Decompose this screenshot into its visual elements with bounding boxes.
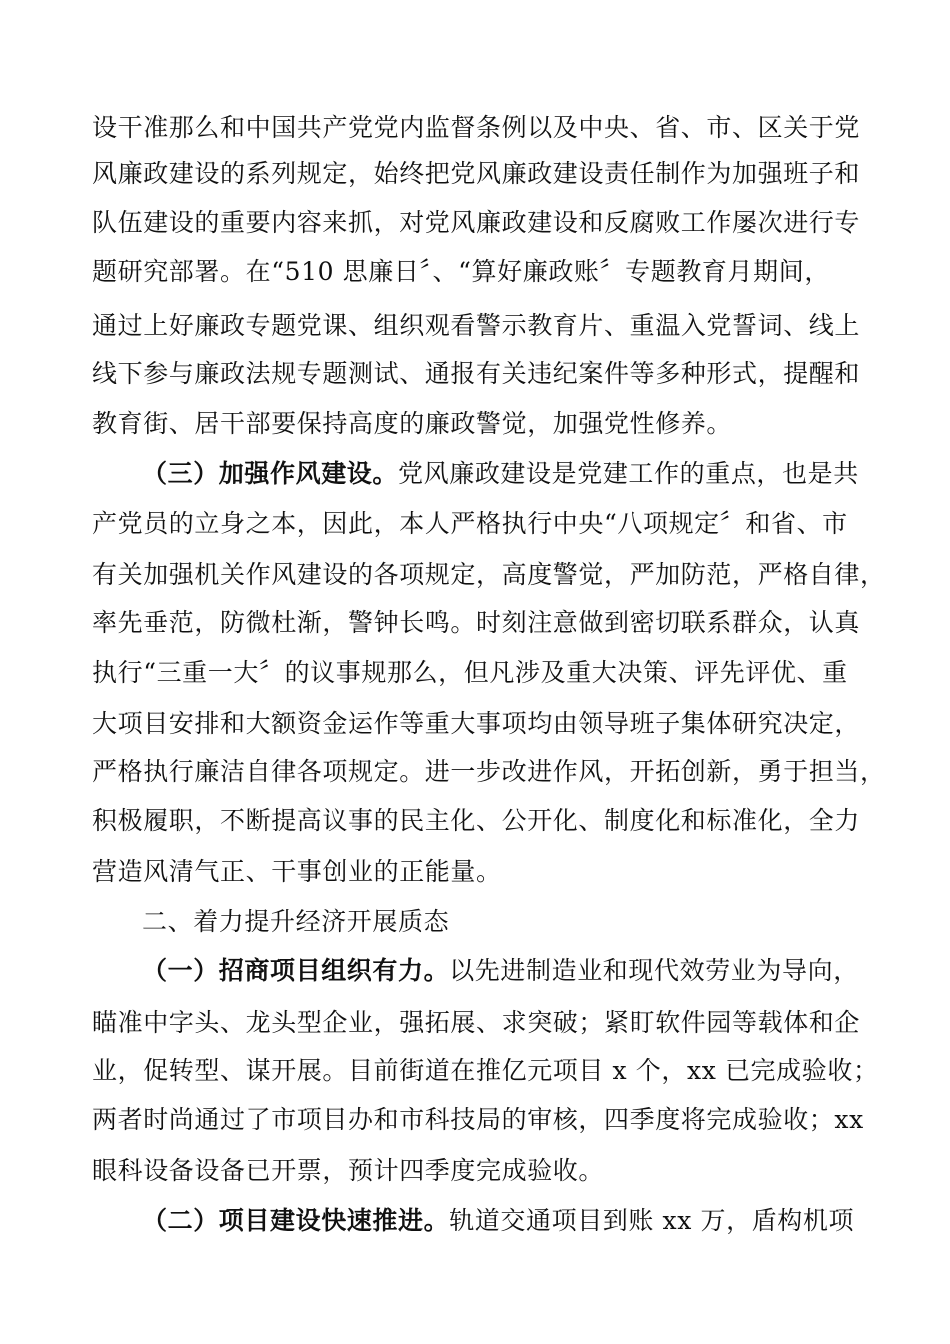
body-text-line: 率先垂范，防微杜渐，警钟长鸣。时刻注意做到密切联系群众，认真 — [92, 608, 861, 637]
body-text-line: 风廉政建设的系列规定，始终把党风廉政建设责任制作为加强班子和 — [92, 159, 861, 188]
body-text-line: 严格执行廉洁自律各项规定。进一步改进作风，开拓创新，勇于担当， — [92, 757, 886, 786]
section-paragraph — [142, 955, 860, 987]
body-text-line: 设干准那么和中国共产党党内监督条例以及中央、省、市、区关于党 — [92, 113, 861, 142]
body-text-line: 积极履职，不断提高议事的民主化、公开化、制度化和标准化，全力 — [92, 806, 861, 835]
body-text-line: 瞄准中字头、龙头型企业，强拓展、求突破；紧盯软件园等载体和企 — [92, 1008, 861, 1037]
section-heading-2: （二）项目建设快速推进。 — [142, 1206, 450, 1235]
body-text-line: 执行“三重一大〞的议事规那么，但凡涉及重大决策、评先评优、重 — [92, 658, 848, 687]
chapter-heading-2: 二、着力提升经济开展质态 — [142, 907, 450, 936]
body-text-line: 业，促转型、谋开展。目前街道在推亿元项目 x 个，xx 已完成验收； — [92, 1056, 879, 1085]
body-text-line: 眼科设备设备已开票，预计四季度完成验收。 — [92, 1156, 605, 1185]
body-text-line: 产党员的立身之本，因此，本人严格执行中央“八项规定〞和省、市 — [92, 509, 848, 538]
body-text: 轨道交通项目到账 xx 万，盾构机项 — [449, 1206, 855, 1235]
body-text: 党风廉政建设是党建工作的重点，也是共 — [398, 459, 859, 488]
section-heading-1: （一）招商项目组织有力。 — [142, 956, 450, 985]
body-text-line: 队伍建设的重要内容来抓，对党风廉政建设和反腐败工作屡次进行专 — [92, 208, 861, 237]
body-text-line: 两者时尚通过了市项目办和市科技局的审核，四季度将完成验收；xx — [92, 1105, 864, 1134]
body-text-line: 大项目安排和大额资金运作等重大事项均由领导班子集体研究决定， — [92, 709, 861, 738]
body-text-line: 线下参与廉政法规专题测试、通报有关违纪案件等多种形式，提醒和 — [92, 359, 861, 388]
section-heading-3: （三）加强作风建设。 — [142, 459, 399, 488]
body-text-line: 题研究部署。在“510 思廉日〞、“算好廉政账〞专题教育月期间， — [92, 257, 830, 286]
body-text: 以先进制造业和现代效劳业为导向， — [449, 956, 859, 985]
body-text-line: 通过上好廉政专题党课、组织观看警示教育片、重温入党誓词、线上 — [92, 311, 861, 340]
section-paragraph — [142, 458, 860, 490]
section-paragraph — [142, 1205, 860, 1237]
body-text-line: 教育街、居干部要保持高度的廉政警觉，加强党性修养。 — [92, 409, 733, 438]
body-text-line: 有关加强机关作风建设的各项规定，高度警觉，严加防范，严格自律， — [92, 560, 886, 589]
body-text-line: 营造风清气正、干事创业的正能量。 — [92, 857, 502, 886]
